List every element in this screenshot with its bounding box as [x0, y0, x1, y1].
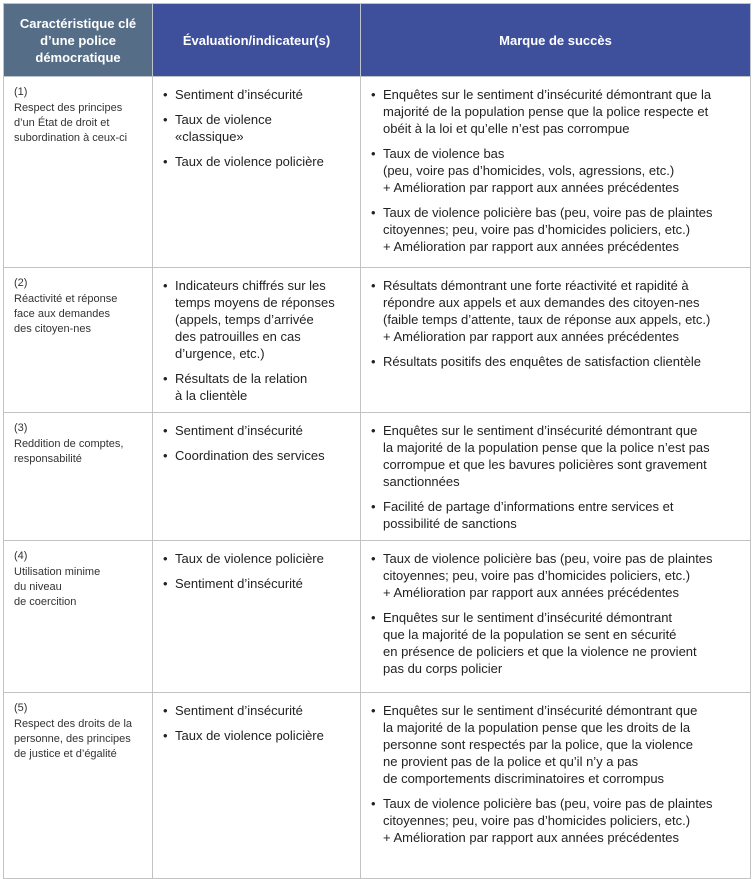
bullet-icon: •: [163, 278, 168, 293]
characteristic-text: Respect des principes d’un État de droit et subordination à ceux-ci: [14, 102, 128, 144]
row-number: (4): [14, 550, 28, 562]
bullet-icon: •: [371, 610, 376, 625]
characteristic-cell: [4, 413, 153, 541]
header-row: [4, 4, 751, 77]
list-item: • Sentiment d’insécurité: [163, 87, 303, 102]
bullet-icon: •: [163, 112, 168, 127]
success-cell: [361, 693, 751, 879]
list-item: • Taux de violence policière: [163, 154, 324, 169]
success-cell: [361, 413, 751, 541]
table-row: [4, 541, 751, 693]
bullet-icon: •: [371, 146, 376, 161]
list-item: • Enquêtes sur le sentiment d’insécurité démontrant que la majorité de la population se sent en sécurité en présence de policiers et que la violence ne provient pas du corps policier: [371, 610, 697, 676]
header-success: Marque de succès: [361, 4, 751, 77]
bullet-icon: •: [163, 703, 168, 718]
bullet-icon: •: [371, 499, 376, 514]
bullet-icon: •: [163, 448, 168, 463]
row-number: (3): [14, 422, 28, 434]
characteristic-text: Réactivité et réponse face aux demandes des citoyen-nes: [14, 293, 118, 335]
list-item: • Taux de violence «classique»: [163, 112, 272, 144]
list-item: • Enquêtes sur le sentiment d’insécurité démontrant que la majorité de la population pense que la police n’est pas corrompue et que les bavures policières sont gravement sanctionnées: [371, 423, 710, 489]
bullet-icon: •: [163, 728, 168, 743]
indicators-cell: [153, 693, 361, 879]
characteristic-cell: [4, 77, 153, 268]
table-row: [4, 693, 751, 879]
list-item: • Facilité de partage d’informations entre services et possibilité de sanctions: [371, 499, 674, 531]
bullet-icon: •: [163, 154, 168, 169]
list-item: • Indicateurs chiffrés sur les temps moyens de réponses (appels, temps d’arrivée des patrouilles en cas d’urgence, etc.): [163, 278, 335, 361]
bullet-icon: •: [163, 551, 168, 566]
table-row: [4, 77, 751, 268]
row-number: (2): [14, 277, 28, 289]
characteristic-cell: [4, 541, 153, 693]
bullet-icon: •: [163, 371, 168, 386]
list-item: • Résultats positifs des enquêtes de satisfaction clientèle: [371, 354, 701, 369]
characteristic-text: Respect des droits de la personne, des principes de justice et d’égalité: [14, 718, 133, 760]
list-item: • Taux de violence policière bas (peu, voire pas de plaintes citoyennes; peu, voire pas d’homicides policiers, etc.) + Amélioration par rapport aux années précédentes: [371, 205, 713, 254]
list-item: • Taux de violence policière: [163, 728, 324, 743]
success-cell: [361, 541, 751, 693]
table-row: [4, 413, 751, 541]
indicators-cell: [153, 268, 361, 413]
indicators-cell: [153, 77, 361, 268]
list-item: • Taux de violence policière bas (peu, voire pas de plaintes citoyennes; peu, voire pas d’homicides policiers, etc.) + Amélioration par rapport aux années précédentes: [371, 796, 713, 845]
row-number: (1): [14, 86, 28, 98]
police-evaluation-table: [3, 3, 751, 879]
list-item: • Enquêtes sur le sentiment d’insécurité démontrant que la majorité de la population pense que les droits de la personne sont respectés par la police, que la violence ne provient pas de la police et qu’il n’y a pas de comportements discriminatoires et corrompus: [371, 703, 698, 786]
list-item: • Résultats de la relation à la clientèle: [163, 371, 308, 403]
list-item: • Taux de violence policière bas (peu, voire pas de plaintes citoyennes; peu, voire pas d’homicides policiers, etc.) + Amélioration par rapport aux années précédentes: [371, 551, 713, 600]
bullet-icon: •: [371, 278, 376, 293]
bullet-icon: •: [371, 703, 376, 718]
bullet-icon: •: [371, 87, 376, 102]
list-item: • Coordination des services: [163, 448, 325, 463]
list-item: • Sentiment d’insécurité: [163, 703, 303, 718]
bullet-icon: •: [371, 551, 376, 566]
bullet-icon: •: [371, 423, 376, 438]
success-cell: [361, 268, 751, 413]
header-indicators: Évaluation/indicateur(s): [153, 4, 361, 77]
characteristic-text: Utilisation minime du niveau de coercition: [14, 566, 101, 608]
indicators-cell: [153, 413, 361, 541]
bullet-icon: •: [163, 87, 168, 102]
table-row: [4, 268, 751, 413]
bullet-icon: •: [371, 796, 376, 811]
characteristic-cell: [4, 693, 153, 879]
bullet-icon: •: [371, 354, 376, 369]
characteristic-cell: [4, 268, 153, 413]
row-number: (5): [14, 702, 28, 714]
header-characteristic: Caractéristique clé d’une police démocratique: [4, 4, 153, 77]
list-item: • Résultats démontrant une forte réactivité et rapidité à répondre aux appels et aux demandes des citoyen-nes (faible temps d’attente, taux de réponse aux appels, etc.) + Amélioration par rapport aux années précédentes: [371, 278, 711, 344]
list-item: • Sentiment d’insécurité: [163, 576, 303, 591]
bullet-icon: •: [371, 205, 376, 220]
bullet-icon: •: [163, 576, 168, 591]
list-item: • Taux de violence policière: [163, 551, 324, 566]
indicators-cell: [153, 541, 361, 693]
list-item: • Sentiment d’insécurité: [163, 423, 303, 438]
list-item: • Enquêtes sur le sentiment d’insécurité démontrant que la majorité de la population pense que la police respecte et obéit à la loi et qu’elle n’est pas corrompue: [371, 87, 712, 136]
success-cell: [361, 77, 751, 268]
list-item: • Taux de violence bas (peu, voire pas d’homicides, vols, agressions, etc.) + Amélioration par rapport aux années précédentes: [371, 146, 679, 195]
characteristic-text: Reddition de comptes, responsabilité: [14, 438, 124, 465]
bullet-icon: •: [163, 423, 168, 438]
